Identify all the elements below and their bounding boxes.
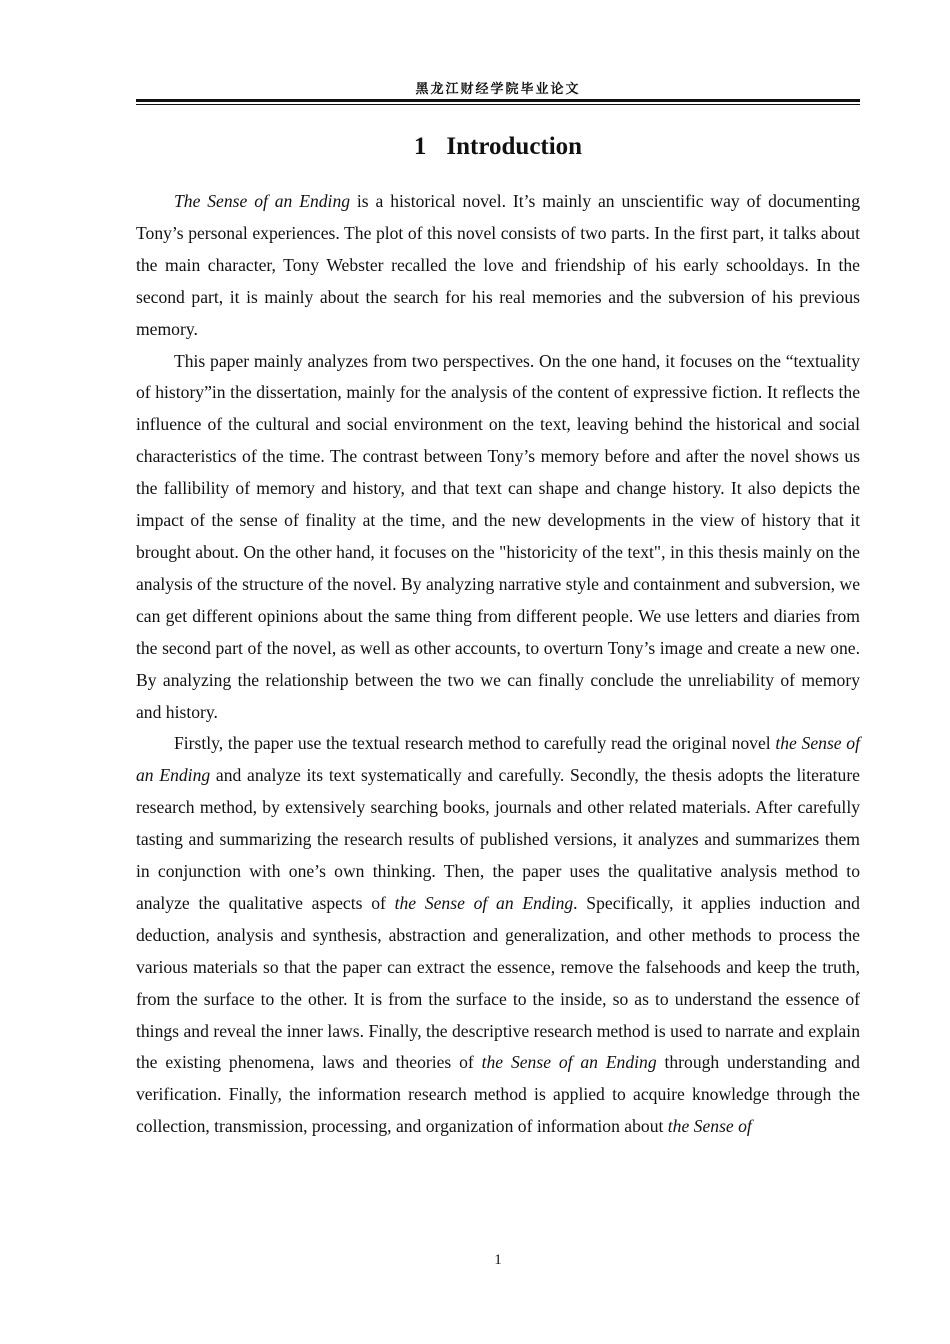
- header-rule-thick: [136, 99, 860, 102]
- running-header: 黑龙江财经学院毕业论文: [415, 82, 581, 97]
- paragraph-text: This paper mainly analyzes from two perspectives. On the one hand, it focuses on the “textuality of history”in the dissertation, mainly for the analysis of the content of expressive fiction. It reflects the influence of the cultural and social environment on the text, leaving behind the historical and social characteristics of the time. The contrast between Tony’s memory before and after the novel shows us the fallibility of memory and history, and that text can shape and change history. It also depicts the impact of the sense of finality at the time, and the new developments in the view of history that it brought about. On the other hand, it focuses on the "historicity of the text", in this thesis mainly on the analysis of the structure of the novel. By analyzing narrative style and containment and subversion, we can get different opinions about the same thing from different people. We use letters and diaries from the second part of the novel, as well as other accounts, to overturn Tony’s image and create a new one. By analyzing the relationship between the two we can finally conclude the unreliability of memory and history.: [136, 350, 860, 722]
- paragraph-text: Firstly, the paper use the textual research method to carefully read the original novel: [174, 733, 776, 754]
- section-title-text: Introduction: [446, 133, 583, 160]
- paragraph-text: and analyze its text systematically and carefully. Secondly, the thesis adopts the literature research method, by extensively searching books, journals and other related materials. After carefully tasting and summarizing the research results of published versions, it analyzes and summarizes them in conjunction with one’s own thinking. Then, the paper uses the qualitative analysis method to analyze the qualitative aspects of: [136, 765, 860, 913]
- novel-title-italic: the Sense of: [667, 1116, 752, 1137]
- paragraph-1: [136, 186, 860, 346]
- paragraph-text: is a historical novel. It’s mainly an unscientific way of documenting Tony’s personal experiences. The plot of this novel consists of two parts. In the first part, it talks about the main character, Tony Webster recalled the love and friendship of his early schooldays. In the second part, it is mainly about the search for his real memories and the subversion of his previous memory.: [136, 191, 860, 339]
- paragraph-text: . Specifically, it applies induction and deduction, analysis and synthesis, abstraction and generalization, and other methods to process the various materials so that the paper can extract the essence, remove the falsehoods and keep the truth, from the surface to the other. It is from the surface to the inside, so as to understand the essence of things and reveal the inner laws. Finally, the descriptive research method is used to narrate and explain the existing phenomena, laws and theories of: [136, 892, 860, 1073]
- novel-title-italic: the Sense of an Ending: [481, 1052, 657, 1073]
- novel-title-italic: the Sense of an Ending: [136, 733, 860, 786]
- body-text: [136, 186, 860, 1143]
- section-number: 1: [413, 133, 427, 160]
- paragraph-2: [136, 346, 860, 729]
- section-title: [136, 133, 860, 161]
- paragraph-3: [136, 728, 860, 1143]
- paragraph-text: through understanding and verification. Finally, the information research method is applied to acquire knowledge through the collection, transmission, processing, and organization of information about: [136, 1052, 860, 1137]
- page-number: 1: [494, 1252, 502, 1268]
- header-rule-thin: [136, 104, 860, 105]
- novel-title-italic: the Sense of an Ending: [394, 892, 574, 913]
- novel-title-italic: The Sense of an Ending: [174, 191, 351, 211]
